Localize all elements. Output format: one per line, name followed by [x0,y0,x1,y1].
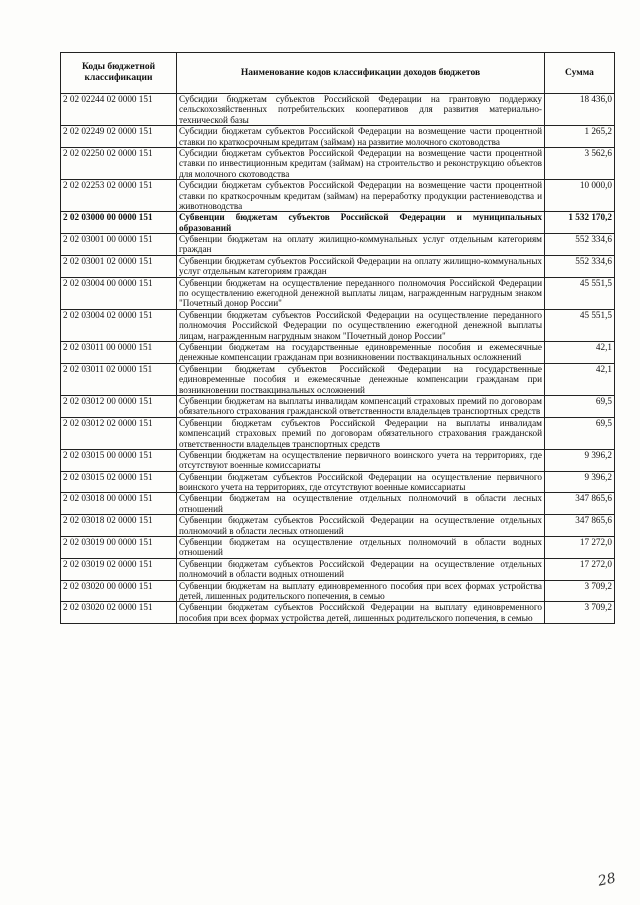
table-body [61,94,615,624]
revenue-name-cell: Субвенции бюджетам на оплату жилищно-коммунальных услуг отдельным категориям граждан [177,234,545,256]
classification-code-cell: 2 02 03004 00 0000 151 [61,277,177,309]
classification-code-cell: 2 02 02249 02 0000 151 [61,126,177,148]
revenue-name-cell: Субвенции бюджетам на выплату единовременного пособия при всех формах устройства детей, лишенных родительского попечения, в семью [177,580,545,602]
amount-cell: 42,1 [545,341,615,363]
amount-cell: 552 334,6 [545,234,615,256]
classification-code-cell: 2 02 02250 02 0000 151 [61,147,177,179]
classification-code-cell: 2 02 03000 00 0000 151 [61,212,177,234]
classification-code-cell: 2 02 02253 02 0000 151 [61,180,177,212]
classification-code-cell: 2 02 03001 02 0000 151 [61,255,177,277]
table-row [61,493,615,515]
classification-code-cell: 2 02 03015 00 0000 151 [61,449,177,471]
classification-code-cell: 2 02 02244 02 0000 151 [61,94,177,126]
revenue-name-cell: Субсидии бюджетам субъектов Российской Федерации на возмещение части процентной ставки по краткосрочным кредитам (займам) на развитие молочного скотоводства [177,126,545,148]
table-row [61,602,615,624]
table-row [61,417,615,449]
table-row [61,363,615,395]
table-row [61,277,615,309]
amount-cell: 3 709,2 [545,580,615,602]
table-row [61,341,615,363]
table-row [61,255,615,277]
header-sum: Сумма [545,53,615,94]
classification-code-cell: 2 02 03001 00 0000 151 [61,234,177,256]
table-row [61,147,615,179]
classification-code-cell: 2 02 03004 02 0000 151 [61,309,177,341]
classification-code-cell: 2 02 03011 02 0000 151 [61,363,177,395]
amount-cell: 3 562,6 [545,147,615,179]
table-row [61,212,615,234]
classification-code-cell: 2 02 03020 00 0000 151 [61,580,177,602]
revenue-name-cell: Субвенции бюджетам субъектов Российской Федерации на осуществление отдельных полномочий в области водных отношений [177,558,545,580]
table-row [61,515,615,537]
amount-cell: 347 865,6 [545,515,615,537]
table-row [61,471,615,493]
revenue-name-cell: Субвенции бюджетам на выплаты инвалидам компенсаций страховых премий по договорам обязательного страхования гражданской ответственности владельцев транспортных средств [177,395,545,417]
amount-cell: 9 396,2 [545,471,615,493]
revenue-name-cell: Субвенции бюджетам субъектов Российской Федерации на государственные единовременные пособия и ежемесячные денежные компенсации гражданам при возникновении поствакцинальных осложнений [177,363,545,395]
revenue-name-cell: Субвенции бюджетам на осуществление первичного воинского учета на территориях, где отсутствуют военные комиссариаты [177,449,545,471]
table-row [61,449,615,471]
budget-revenue-table [60,52,615,624]
amount-cell: 552 334,6 [545,255,615,277]
revenue-name-cell: Субвенции бюджетам субъектов Российской Федерации на осуществление отдельных полномочий в области лесных отношений [177,515,545,537]
revenue-name-cell: Субвенции бюджетам на осуществление переданного полномочия Российской Федерации по осуществлению ежегодной денежной выплаты лицам, награжденным нагрудным знаком "Почетный донор России" [177,277,545,309]
amount-cell: 17 272,0 [545,558,615,580]
revenue-name-cell: Субвенции бюджетам субъектов Российской Федерации на выплаты инвалидам компенсаций страховых премий по договорам обязательного страхования гражданской ответственности владельцев транспортных средств [177,417,545,449]
classification-code-cell: 2 02 03018 00 0000 151 [61,493,177,515]
table-row [61,580,615,602]
revenue-name-cell: Субсидии бюджетам субъектов Российской Федерации на грантовую поддержку сельскохозяйственных потребительских кооперативов для развития материально-технической базы [177,94,545,126]
table-row [61,537,615,559]
amount-cell: 347 865,6 [545,493,615,515]
classification-code-cell: 2 02 03012 00 0000 151 [61,395,177,417]
revenue-name-cell: Субсидии бюджетам субъектов Российской Федерации на возмещение части процентной ставки по инвестиционным кредитам (займам) на строительство и реконструкцию объектов для молочного скотоводства [177,147,545,179]
table-row [61,126,615,148]
revenue-name-cell: Субвенции бюджетам субъектов Российской Федерации на выплату единовременного пособия при всех формах устройства детей, лишенных родительского попечения, в семью [177,602,545,624]
table-row [61,180,615,212]
amount-cell: 69,5 [545,395,615,417]
table-row [61,395,615,417]
revenue-name-cell: Субвенции бюджетам субъектов Российской Федерации и муниципальных образований [177,212,545,234]
revenue-name-cell: Субвенции бюджетам субъектов Российской Федерации на оплату жилищно-коммунальных услуг отдельным категориям граждан [177,255,545,277]
table-row [61,558,615,580]
table-row [61,94,615,126]
revenue-name-cell: Субвенции бюджетам на государственные единовременные пособия и ежемесячные денежные компенсации гражданам при возникновении поствакцинальных осложнений [177,341,545,363]
header-name: Наименование кодов классификации доходов бюджетов [177,53,545,94]
revenue-name-cell: Субвенции бюджетам субъектов Российской Федерации на осуществление переданного полномочия Российской Федерации по осуществлению ежегодной денежной выплаты лицам, награжденным нагрудным знаком "Почетный донор России" [177,309,545,341]
amount-cell: 9 396,2 [545,449,615,471]
page-number: 28 [596,870,618,890]
classification-code-cell: 2 02 03019 02 0000 151 [61,558,177,580]
classification-code-cell: 2 02 03015 02 0000 151 [61,471,177,493]
amount-cell: 17 272,0 [545,537,615,559]
amount-cell: 18 436,0 [545,94,615,126]
table-row [61,234,615,256]
amount-cell: 69,5 [545,417,615,449]
classification-code-cell: 2 02 03012 02 0000 151 [61,417,177,449]
amount-cell: 42,1 [545,363,615,395]
header-code: Коды бюджетной классификации [61,53,177,94]
amount-cell: 45 551,5 [545,309,615,341]
revenue-name-cell: Субвенции бюджетам субъектов Российской Федерации на осуществление первичного воинского учета на территориях, где отсутствуют военные комиссариаты [177,471,545,493]
amount-cell: 45 551,5 [545,277,615,309]
amount-cell: 10 000,0 [545,180,615,212]
classification-code-cell: 2 02 03018 02 0000 151 [61,515,177,537]
classification-code-cell: 2 02 03011 00 0000 151 [61,341,177,363]
amount-cell: 1 265,2 [545,126,615,148]
revenue-name-cell: Субвенции бюджетам на осуществление отдельных полномочий в области лесных отношений [177,493,545,515]
table-row [61,309,615,341]
classification-code-cell: 2 02 03019 00 0000 151 [61,537,177,559]
amount-cell: 1 532 170,2 [545,212,615,234]
table-header-row [61,53,615,94]
revenue-name-cell: Субвенции бюджетам на осуществление отдельных полномочий в области водных отношений [177,537,545,559]
amount-cell: 3 709,2 [545,602,615,624]
classification-code-cell: 2 02 03020 02 0000 151 [61,602,177,624]
revenue-name-cell: Субсидии бюджетам субъектов Российской Федерации на возмещение части процентной ставки по краткосрочным кредитам (займам) на переработку продукции растениеводства и животноводства [177,180,545,212]
